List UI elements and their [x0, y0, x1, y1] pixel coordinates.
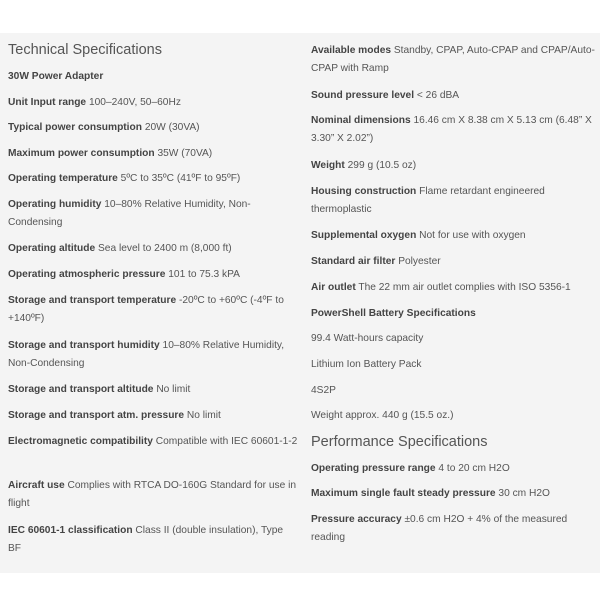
spec-label: Available modes [311, 45, 392, 56]
spec-label: Maximum single fault steady pressure [311, 488, 496, 499]
spec-row-weight [311, 157, 595, 175]
spec-label: Sound pressure level [311, 90, 415, 101]
spec-row-supplemental-oxygen [311, 227, 595, 245]
spec-row-sound-pressure [311, 87, 595, 105]
spec-row-typical-power [8, 119, 298, 137]
spec-row-available-modes [311, 42, 595, 78]
spec-label: Housing construction [311, 186, 417, 197]
spec-row-nominal-dimensions [311, 112, 595, 148]
spec-label: Standard air filter [311, 256, 396, 267]
spec-row-housing-construction [311, 183, 595, 219]
spec-label: Maximum power consumption [8, 148, 155, 159]
spec-row-operating-humidity [8, 196, 298, 232]
spec-value: 20W (30VA) [144, 122, 200, 133]
spec-label: Storage and transport humidity [8, 340, 160, 351]
spec-value: No limit [186, 410, 221, 421]
spec-value: No limit [156, 384, 191, 395]
spec-label: Nominal dimensions [311, 115, 411, 126]
spec-label: Storage and transport atm. pressure [8, 410, 185, 421]
spec-row-storage-temperature [8, 292, 298, 328]
spec-row-battery-capacity [311, 330, 595, 348]
spec-label: Operating altitude [8, 243, 96, 254]
spec-label: IEC 60601-1 classification [8, 525, 133, 536]
spec-row-operating-temperature [8, 170, 298, 188]
spec-label: Storage and transport temperature [8, 295, 177, 306]
spec-value: 30 cm H2O [498, 488, 550, 499]
spec-row-standard-air-filter [311, 253, 595, 271]
technical-specifications-heading: Technical Specifications [8, 42, 162, 58]
spec-value: 299 g (10.5 oz) [347, 160, 417, 171]
spec-row-operating-pressure-range [311, 460, 595, 478]
spec-label: Electromagnetic compatibility [8, 436, 153, 447]
spec-value: Class II (double insulation), Type BF [8, 525, 284, 554]
spec-label: Weight [311, 160, 345, 171]
spec-value: 4S2P [311, 385, 336, 396]
spec-row-aircraft-use [8, 477, 298, 513]
spec-value: 35W (70VA) [157, 148, 213, 159]
spec-row-operating-altitude [8, 240, 298, 258]
spec-row-electromagnetic-compatibility [8, 433, 298, 451]
spec-row-iec-classification [8, 522, 298, 558]
spec-row-unit-input-range [8, 94, 298, 112]
spec-row-storage-altitude [8, 381, 298, 399]
spec-value: 99.4 Watt-hours capacity [311, 333, 424, 344]
spec-label: Typical power consumption [8, 122, 142, 133]
spec-label: Operating humidity [8, 199, 102, 210]
spec-value: 100–240V, 50–60Hz [88, 97, 181, 108]
spec-row-max-fault-pressure [311, 485, 595, 503]
spec-label: Aircraft use [8, 480, 65, 491]
spec-value: Sea level to 2400 m (8,000 ft) [98, 243, 232, 254]
spec-row-battery-specifications [311, 305, 595, 323]
spec-label: Pressure accuracy [311, 514, 402, 525]
spec-value: ±0.6 cm H2O + 4% of the measured reading [311, 514, 568, 543]
spec-value: The 22 mm air outlet complies with ISO 5356-1 [358, 282, 571, 293]
specifications-panel [0, 33, 600, 573]
spec-label: Operating atmospheric pressure [8, 269, 166, 280]
spec-label: Storage and transport altitude [8, 384, 154, 395]
spec-row-battery-weight [311, 407, 595, 425]
spec-value: Weight approx. 440 g (15.5 oz.) [311, 410, 454, 421]
spec-row-battery-pack [311, 356, 595, 374]
spec-value: 16.46 cm X 8.38 cm X 5.13 cm (6.48” X 3.30” X 2.02”) [311, 115, 592, 144]
spec-label: Supplemental oxygen [311, 230, 417, 241]
spec-label: Operating temperature [8, 173, 118, 184]
spec-value: Lithium Ion Battery Pack [311, 359, 422, 370]
spec-value: -20ºC to +60ºC (-4ºF to +140ºF) [8, 295, 284, 324]
spec-row-power-adapter [8, 68, 298, 86]
spec-label: Operating pressure range [311, 463, 436, 474]
spec-value: < 26 dBA [416, 90, 460, 101]
spec-row-battery-config [311, 382, 595, 400]
spec-value: 5ºC to 35ºC (41ºF to 95ºF) [120, 173, 241, 184]
spec-label: Air outlet [311, 282, 356, 293]
spec-label: PowerShell Battery Specifications [311, 308, 476, 319]
spec-row-maximum-power [8, 145, 298, 163]
spec-row-operating-atm-pressure [8, 266, 298, 284]
spec-value: Polyester [398, 256, 441, 267]
spec-value: Flame retardant engineered thermoplastic [311, 186, 545, 215]
spec-label: Unit Input range [8, 97, 87, 108]
spec-value: Compatible with IEC 60601-1-2 [155, 436, 298, 447]
spec-value: 101 to 75.3 kPA [168, 269, 240, 280]
spec-value: Standby, CPAP, Auto-CPAP and CPAP/Auto-CPAP with Ramp [311, 45, 595, 74]
spec-row-air-outlet [311, 279, 595, 297]
performance-specifications-heading: Performance Specifications [311, 434, 488, 450]
spec-value: Complies with RTCA DO-160G Standard for use in flight [8, 480, 297, 509]
spec-label: 30W Power Adapter [8, 71, 104, 82]
spec-value: 4 to 20 cm H2O [438, 463, 510, 474]
spec-value: 10–80% Relative Humidity, Non-Condensing [8, 199, 251, 228]
spec-row-storage-humidity [8, 337, 298, 373]
spec-row-storage-atm-pressure [8, 407, 298, 425]
spec-value: 10–80% Relative Humidity, Non-Condensing [8, 340, 285, 369]
spec-value: Not for use with oxygen [419, 230, 526, 241]
spec-row-pressure-accuracy [311, 511, 595, 547]
